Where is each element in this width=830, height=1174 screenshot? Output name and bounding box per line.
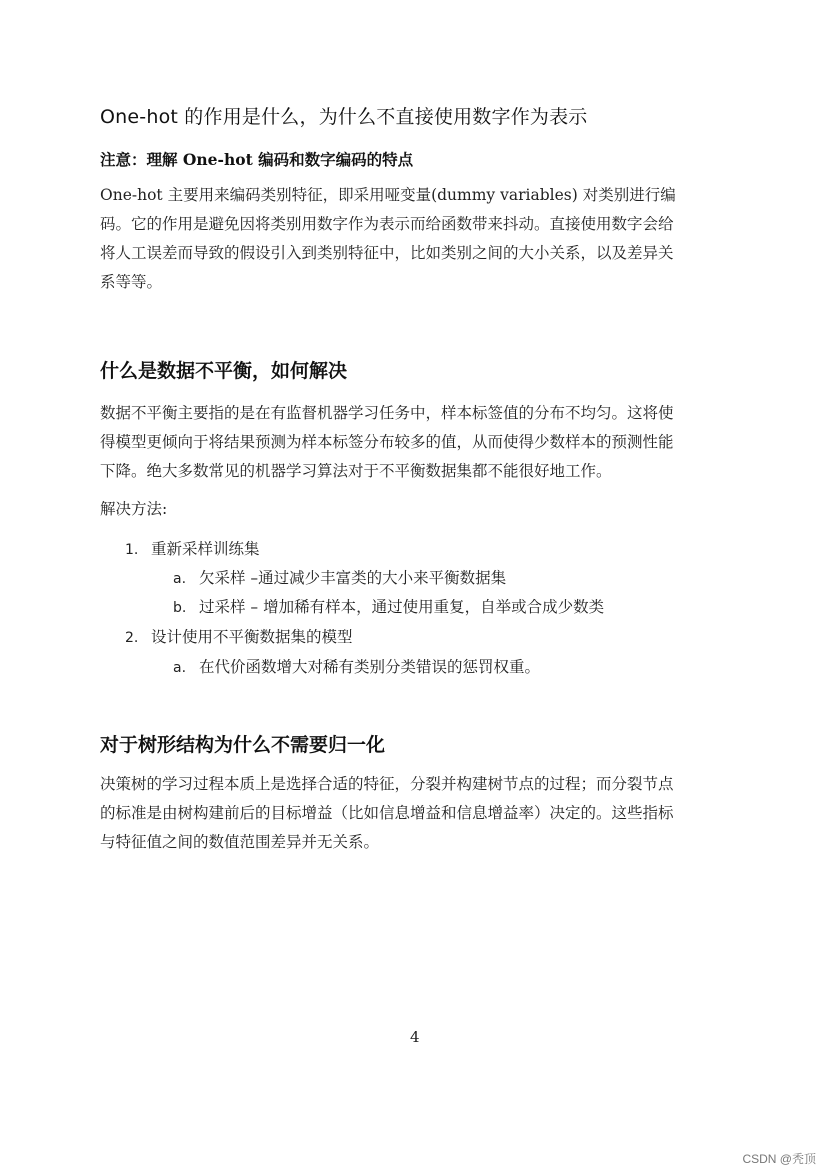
section-note: 注意：理解 One-hot 编码和数字编码的特点	[100, 150, 414, 169]
list-item-text: 重新采样训练集	[151, 540, 260, 558]
solutions-label: 解决方法:	[100, 500, 168, 518]
section-paragraph-imbalance	[100, 399, 725, 486]
paragraph-line: 与特征值之间的数值范围差异并无关系。	[100, 833, 380, 851]
list-marker: 2.	[125, 630, 139, 646]
list-item-text: 设计使用不平衡数据集的模型	[151, 628, 353, 646]
list-marker: b.	[173, 600, 187, 616]
list-item-2	[125, 625, 353, 647]
list-item-text: 欠采样 –通过减少丰富类的大小来平衡数据集	[199, 569, 507, 587]
list-item-text: 过采样 – 增加稀有样本，通过使用重复，自举或合成少数类	[199, 598, 605, 616]
section-title-one-hot: One-hot 的作用是什么，为什么不直接使用数字作为表示	[100, 106, 588, 128]
paragraph-line: 的标准是由树构建前后的目标增益（比如信息增益和信息增益率）决定的。这些指标	[100, 804, 674, 822]
paragraph-line: 下降。绝大多数常见的机器学习算法对于不平衡数据集都不能很好地工作。	[100, 462, 612, 480]
paragraph-line: 码。它的作用是避免因将类别用数字作为表示而给函数带来抖动。直接使用数字会给	[100, 215, 674, 233]
watermark: CSDN @秃顶	[742, 1152, 816, 1166]
section-paragraph-tree	[100, 770, 725, 857]
list-marker: a.	[173, 660, 187, 676]
paragraph-line: 决策树的学习过程本质上是选择合适的特征，分裂并构建树节点的过程；而分裂节点	[100, 775, 674, 793]
page-number: 4	[410, 1028, 420, 1046]
section-title-tree-normalization: 对于树形结构为什么不需要归一化	[100, 734, 386, 756]
section-title-imbalance: 什么是数据不平衡，如何解决	[100, 360, 348, 382]
paragraph-line: One-hot 主要用来编码类别特征，即采用哑变量(dummy variables) 对类别进行编	[100, 186, 676, 204]
list-item-1b	[173, 595, 604, 617]
list-item-1	[125, 537, 260, 559]
list-marker: a.	[173, 571, 187, 587]
list-item-2a	[173, 655, 540, 677]
paragraph-line: 将人工误差而导致的假设引入到类别特征中，比如类别之间的大小关系，以及差异关	[100, 244, 674, 262]
list-item-text: 在代价函数增大对稀有类别分类错误的惩罚权重。	[199, 658, 541, 676]
list-item-1a	[173, 566, 506, 588]
list-marker: 1.	[125, 542, 139, 558]
paragraph-line: 得模型更倾向于将结果预测为样本标签分布较多的值，从而使得少数样本的预测性能	[100, 433, 674, 451]
paragraph-line: 系等等。	[100, 273, 163, 291]
paragraph-line: 数据不平衡主要指的是在有监督机器学习任务中，样本标签值的分布不均匀。这将使	[100, 404, 674, 422]
section-paragraph-one-hot	[100, 181, 725, 297]
